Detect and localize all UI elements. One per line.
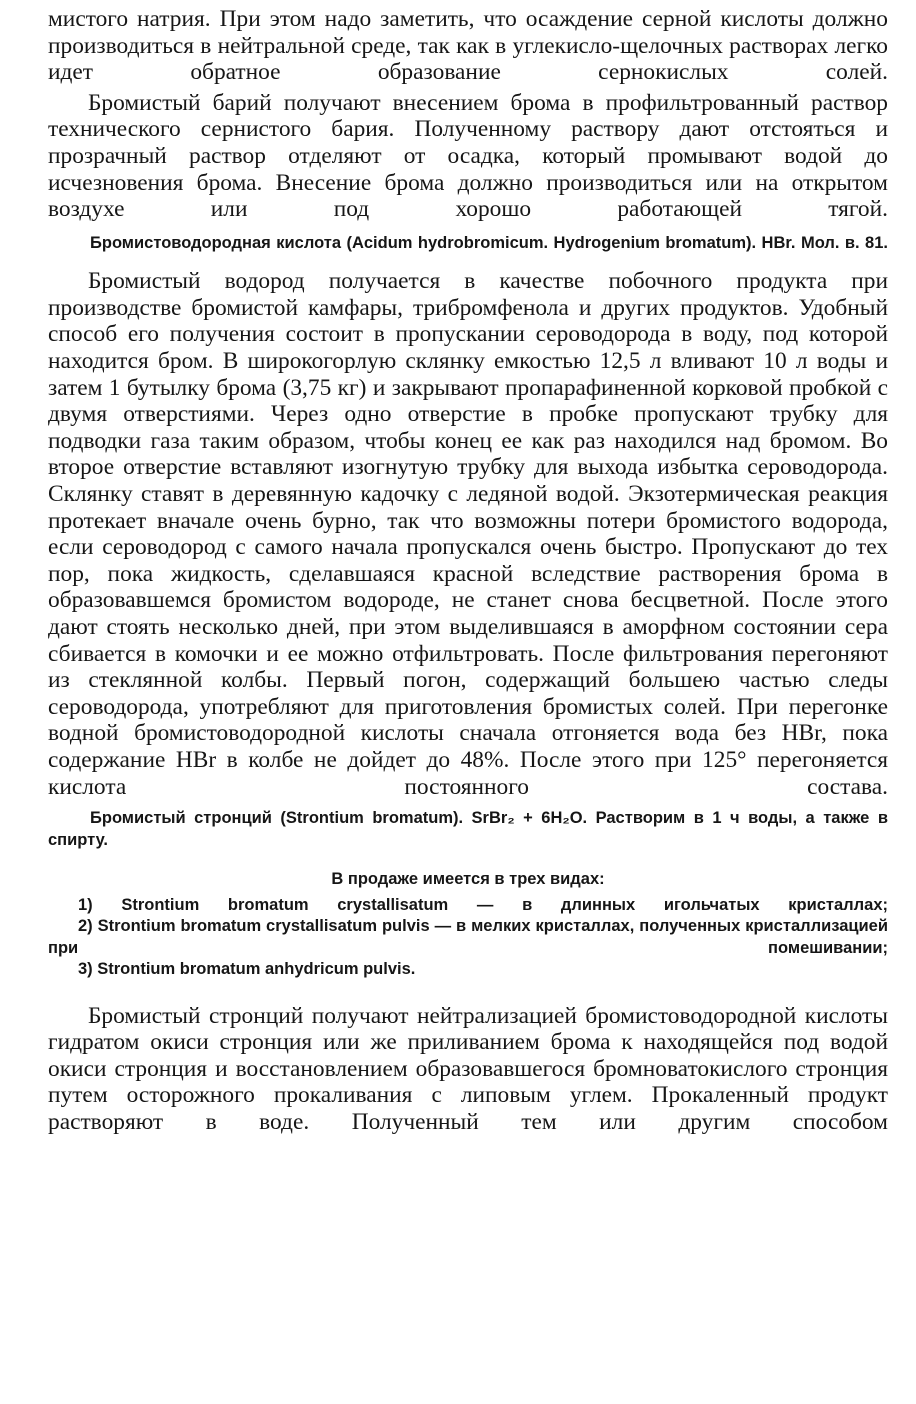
list-item: 2) Strontium bromatum crystallisatum pulvis — в мелких кристаллах, полученных кристаллизацией при помешивании; [48,917,888,957]
paragraph-barium-bromide: Бромистый барий получают внесением брома в профильтрованный раствор технического сернистого бария. Полученному раствору дают отстояться и прозрачный раствор отделяют от осадка, который промывают водой до исчезновения брома. Внесение брома должно производиться или на открытом воздухе или под хорошо работающей тягой. [48,89,888,223]
list-heading: В продаже имеется в трех видах: [331,870,605,889]
list-item: 1) Strontium bromatum crystallisatum — в длинных игольчатых кристаллах; [78,895,888,914]
heading-hydrobromic-acid: Бромистоводородная кислота (Acidum hydrobromicum. Hydrogenium bromatum). HBr. Мол. в. 81. [90,233,888,252]
paragraph-sodium-end: мистого натрия. При этом надо заметить, что осаждение серной кислоты должно производиться в нейтральной среде, так как в углекисло-щелочных растворах легко идет обратное образование сернокислых солей. [48,6,888,86]
list-item: 3) Strontium bromatum anhydricum pulvis. [78,960,416,979]
paragraph-hydrogen-bromide: Бромистый водород получается в качестве побочного продукта при производстве бромистой камфары, трибромфенола и других продуктов. Удобный способ его получения состоит в пропускании сероводорода в воду, под которой находится бром. В широкогорлую склянку емкостью 12,5 л вливают 10 л воды и затем 1 бутылку брома (3,75 кг) и закрывают пропарафиненной корковой пробкой с двумя отверстиями. Через одно отверстие в пробке пропускают трубку для подводки газа таким образом, чтобы конец ее как раз находился над бромом. Во второе отверстие вставляют изогнутую трубку для выхода избытка сероводорода. Склянку ставят в деревянную кадочку с ледяной водой. Экзотермическая реакция протекает вначале очень бурно, так что возможны потери бромистого водорода, если сероводород с самого начала пропускался очень быстро. Пропускают до тех пор, пока жидкость, сделавшаяся красной вследствие растворения брома в образовавшемся бромистом водороде, не станет снова бесцветной. После этого дают стоять несколько дней, при этом выделившаяся в аморфном состоянии сера сбивается в комочки и ее можно отфильтровать. После фильтрования перегоняют из стеклянной колбы. Первый погон, содержащий большею частью следы сероводорода, употребляют для приготовления бромистых солей. При перегонке водной бромистоводородной кислоты сначала отгоняется вода без HBr, пока содержание HBr в колбе не дойдет до 48%. После этого при 125° перегоняется кислота постоянного состава. [48,268,888,800]
heading-strontium-bromide: Бромистый стронций (Strontium bromatum). SrBr₂ + 6H₂O. Растворим в 1 ч воды, а также в спирту. [48,809,888,849]
paragraph-strontium-preparation: Бромистый стронций получают нейтрализацией бромистоводородной кислоты гидратом окиси стронция или же приливанием брома к находящейся под водой окиси стронция и восстановлением образовавшегося бромноватокислого стронция путем осторожного прокаливания с липовым углем. Прокаленный продукт растворяют в воде. Полученный тем или другим способом [48,1002,888,1135]
